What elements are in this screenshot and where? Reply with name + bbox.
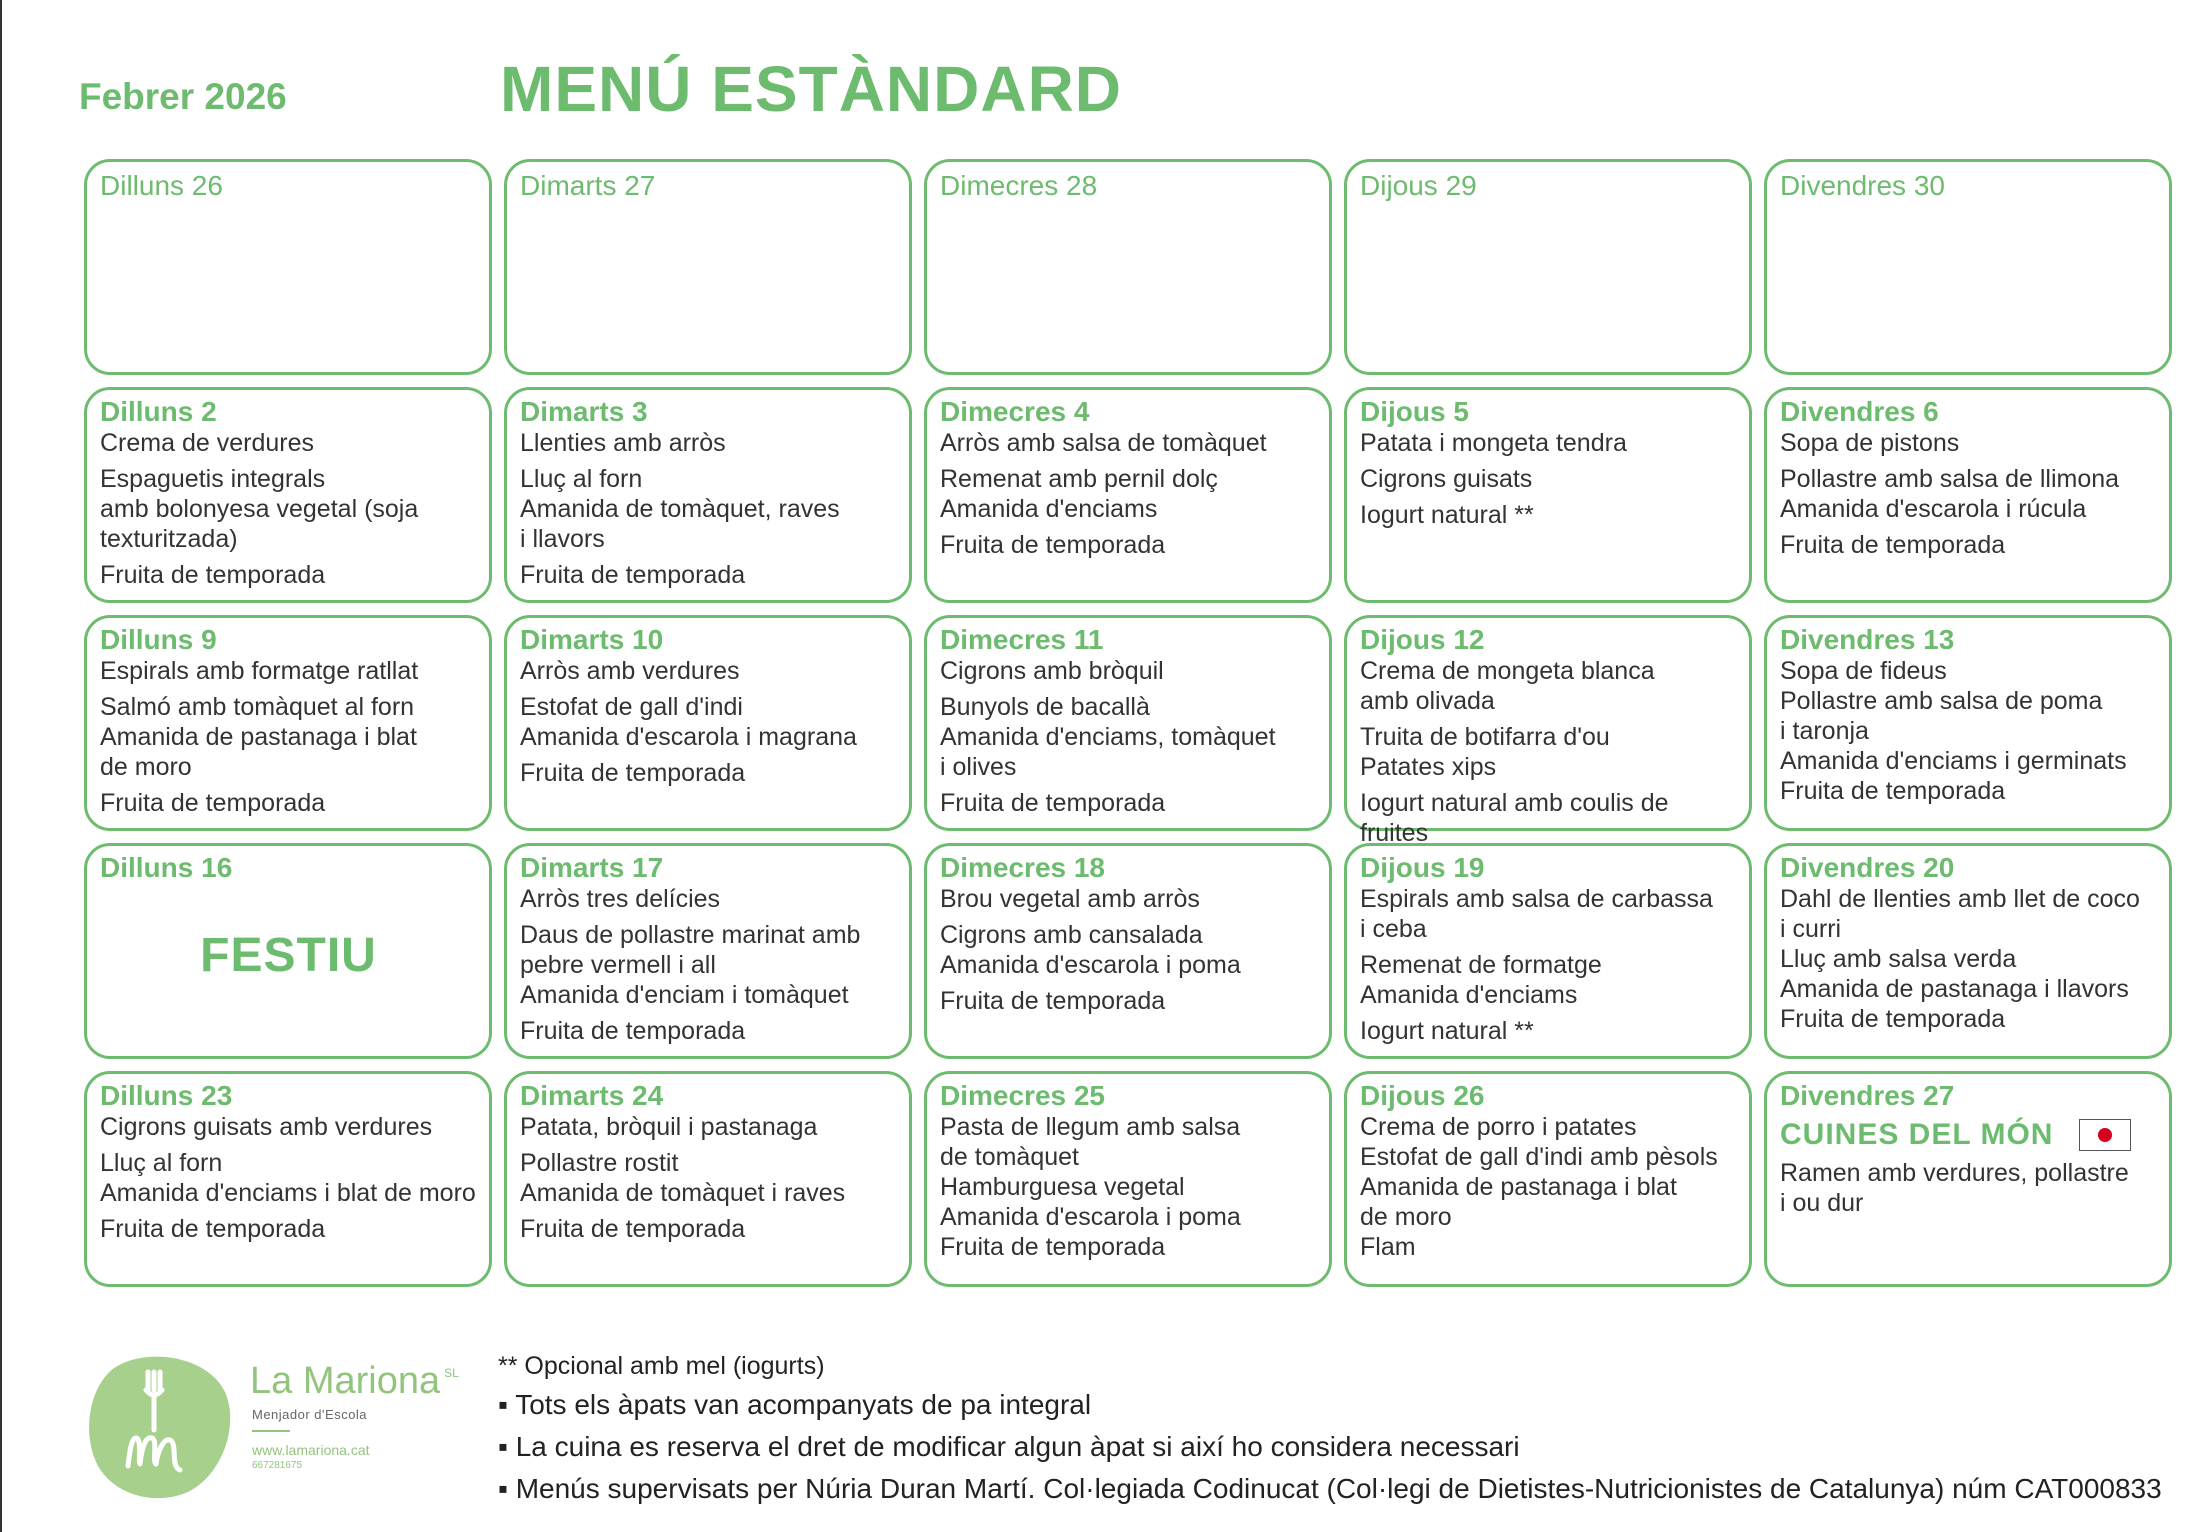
menu-item: Daus de pollastre marinat amb — [520, 921, 861, 949]
menu-item: Crema de mongeta blanca — [1360, 657, 1655, 685]
special-menu-label: CUINES DEL MÓN — [1780, 1118, 2054, 1151]
menu-item: Truita de botifarra d'ou — [1360, 723, 1610, 751]
day-name: Dijous 19 — [1360, 852, 1485, 883]
menu-item: Fruita de temporada — [1780, 777, 2006, 805]
logo-name: La Mariona $^{SL}$ — [250, 1360, 459, 1402]
menu-item: Sopa de fideus — [1780, 657, 1947, 685]
day-cell — [84, 1071, 492, 1287]
menu-item: Cigrons guisats amb verdures — [100, 1113, 433, 1141]
day-cell — [924, 159, 1332, 375]
menu-item: Arròs amb verdures — [520, 657, 740, 685]
day-name: Dilluns 23 — [100, 1080, 233, 1111]
day-cell — [504, 159, 912, 375]
menu-item: Pollastre amb salsa de poma — [1780, 687, 2103, 715]
menu-item: de moro — [1360, 1203, 1452, 1231]
day-cell — [504, 1071, 912, 1287]
menu-item: Fruita de temporada — [520, 1017, 746, 1045]
day-cell — [1764, 615, 2172, 831]
menu-item: Fruita de temporada — [940, 531, 1166, 559]
menu-item: Pollastre rostit — [520, 1149, 679, 1177]
menu-item: Cigrons guisats — [1360, 465, 1533, 493]
day-name: Dimecres 4 — [940, 396, 1090, 427]
note-honey: ** Opcional amb mel (iogurts) — [498, 1352, 825, 1380]
day-name: Dijous 29 — [1360, 170, 1477, 201]
day-name: Dimecres 25 — [940, 1080, 1106, 1111]
menu-item: i olives — [940, 753, 1017, 781]
menu-item: Fruita de temporada — [1780, 1005, 2006, 1033]
menu-item: i llavors — [520, 525, 605, 553]
day-cell — [1764, 1071, 2172, 1287]
logo-subtitle: Menjador d'Escola — [252, 1407, 368, 1422]
day-cell — [84, 843, 492, 1059]
menu-item: Brou vegetal amb arròs — [940, 885, 1200, 913]
day-cell — [504, 843, 912, 1059]
day-cell — [84, 159, 492, 375]
note-bread: ▪ Tots els àpats van acompanyats de pa integral — [498, 1389, 1092, 1420]
day-name: Dimarts 10 — [520, 624, 664, 655]
day-cell — [1344, 843, 1752, 1059]
menu-item: Fruita de temporada — [100, 789, 326, 817]
menu-item: Hamburguesa vegetal — [940, 1173, 1185, 1201]
menu-item: Arròs amb salsa de tomàquet — [940, 429, 1267, 457]
menu-item: Crema de verdures — [100, 429, 314, 457]
menu-item: i ou dur — [1780, 1189, 1864, 1217]
menu-item: de moro — [100, 753, 192, 781]
menu-item: Remenat amb pernil dolç — [940, 465, 1218, 493]
menu-item: i ceba — [1360, 915, 1427, 943]
day-name: Dilluns 9 — [100, 624, 217, 655]
menu-item: Lluç amb salsa verda — [1780, 945, 2017, 973]
menu-item: Amanida d'enciams i germinats — [1780, 747, 2127, 775]
menu-item: Amanida de pastanaga i llavors — [1780, 975, 2129, 1003]
menu-item: Cigrons amb bròquil — [940, 657, 1164, 685]
menu-item: Fruita de temporada — [520, 561, 746, 589]
menu-item: Fruita de temporada — [520, 1215, 746, 1243]
month-label: Febrer 2026 — [79, 76, 287, 117]
menu-item: Ramen amb verdures, pollastre — [1780, 1159, 2129, 1187]
day-name: Dimecres 11 — [940, 624, 1104, 655]
day-name: Dimecres 28 — [940, 170, 1098, 201]
menu-item: amb olivada — [1360, 687, 1495, 715]
menu-item: Fruita de temporada — [940, 789, 1166, 817]
page-title: MENÚ ESTÀNDARD — [500, 53, 1122, 125]
menu-item: Fruita de temporada — [940, 1233, 1166, 1261]
menu-item: de tomàquet — [940, 1143, 1079, 1171]
menu-item: Cigrons amb cansalada — [940, 921, 1203, 949]
menu-item: Fruita de temporada — [100, 561, 326, 589]
menu-item: Amanida de tomàquet i raves — [520, 1179, 846, 1207]
menu-item: Arròs tres delícies — [520, 885, 721, 913]
menu-item: Patates xips — [1360, 753, 1497, 781]
day-cell — [1344, 387, 1752, 603]
notes — [498, 1348, 2162, 1510]
menu-item: Estofat de gall d'indi amb pèsols — [1360, 1143, 1718, 1171]
day-name: Divendres 6 — [1780, 396, 1939, 427]
day-name: Dimarts 24 — [520, 1080, 664, 1111]
menu-item: Amanida d'escarola i poma — [940, 1203, 1241, 1231]
menu-item: Espirals amb formatge ratllat — [100, 657, 419, 685]
la-mariona-logo-icon — [84, 1350, 234, 1500]
menu-item: Patata i mongeta tendra — [1360, 429, 1627, 457]
menu-item: Amanida d'enciams — [1360, 981, 1578, 1009]
day-cell — [924, 1071, 1332, 1287]
menu-item: Fruita de temporada — [100, 1215, 326, 1243]
day-cell — [504, 387, 912, 603]
menu-item: Sopa de pistons — [1780, 429, 1960, 457]
menu-item: Amanida de pastanaga i blat — [1360, 1173, 1677, 1201]
day-cell — [1764, 843, 2172, 1059]
day-cell — [1344, 1071, 1752, 1287]
day-cell — [1764, 159, 2172, 375]
day-name: Divendres 13 — [1780, 624, 1955, 655]
day-name: Dimarts 17 — [520, 852, 664, 883]
menu-item: Espaguetis integrals — [100, 465, 326, 493]
menu-item: Patata, bròquil i pastanaga — [520, 1113, 818, 1141]
menu-item: Iogurt natural ** — [1360, 1017, 1534, 1045]
day-cell — [1344, 159, 1752, 375]
day-cell — [504, 615, 912, 831]
menu-item: i taronja — [1780, 717, 1869, 745]
menu-item: Flam — [1360, 1233, 1416, 1261]
japan-flag-icon — [2079, 1119, 2131, 1151]
menu-item: Crema de porro i patates — [1360, 1113, 1637, 1141]
menu-item: Amanida d'enciams — [940, 495, 1158, 523]
day-cell — [1344, 615, 1752, 847]
day-name: Dilluns 2 — [100, 396, 217, 427]
menu-grid — [84, 159, 2172, 1287]
day-name: Divendres 30 — [1780, 170, 1945, 201]
menu-item: Fruita de temporada — [1780, 531, 2006, 559]
menu-item: Dahl de llenties amb llet de coco — [1780, 885, 2140, 913]
day-cell — [924, 387, 1332, 603]
day-name: Dimecres 18 — [940, 852, 1106, 883]
menu-item: Amanida d'enciam i tomàquet — [520, 981, 849, 1009]
day-name: Dijous 5 — [1360, 396, 1469, 427]
day-name: Dilluns 26 — [100, 170, 223, 201]
day-name: Dimarts 27 — [520, 170, 656, 201]
day-cell — [84, 387, 492, 603]
menu-item: Amanida d'escarola i poma — [940, 951, 1241, 979]
left-border — [0, 0, 2, 1532]
menu-item: amb bolonyesa vegetal (soja — [100, 495, 419, 523]
day-name: Divendres 27 — [1780, 1080, 1955, 1111]
day-name: Dijous 26 — [1360, 1080, 1485, 1111]
logo-website: www.lamariona.cat — [252, 1442, 370, 1458]
menu-item: Fruita de temporada — [940, 987, 1166, 1015]
menu-item: Amanida d'escarola i magrana — [520, 723, 857, 751]
note-supervision: ▪ Menús supervisats per Núria Duran Martí. Col·legiada Codinucat (Col·legi de Dietistes-Nutricionistes de Catalunya) núm CAT000833 — [498, 1473, 2162, 1504]
menu-item: Amanida d'escarola i rúcula — [1780, 495, 2087, 523]
menu-item: Pasta de llegum amb salsa — [940, 1113, 1241, 1141]
day-name: Dilluns 16 — [100, 852, 233, 883]
logo-divider — [252, 1430, 290, 1432]
menu-item: Fruita de temporada — [520, 759, 746, 787]
menu-item: Amanida d'enciams i blat de moro — [100, 1179, 476, 1207]
menu-item: Amanida de pastanaga i blat — [100, 723, 417, 751]
menu-item: Espirals amb salsa de carbassa — [1360, 885, 1713, 913]
menu-item: pebre vermell i all — [520, 951, 716, 979]
menu-item: Iogurt natural amb coulis de fruites — [1360, 789, 1669, 847]
logo-phone: 667281675 — [252, 1460, 303, 1471]
note-modifications: ▪ La cuina es reserva el dret de modificar algun àpat si així ho considera necessari — [498, 1431, 1520, 1462]
menu-item: Amanida de tomàquet, raves — [520, 495, 840, 523]
menu-item: Bunyols de bacallà — [940, 693, 1150, 721]
menu-item: Lluç al forn — [100, 1149, 223, 1177]
menu-item: Lluç al forn — [520, 465, 643, 493]
day-name: Divendres 20 — [1780, 852, 1955, 883]
menu-item: Estofat de gall d'indi — [520, 693, 743, 721]
holiday-label: FESTIU — [200, 929, 377, 982]
day-name: Dimarts 3 — [520, 396, 648, 427]
day-cell — [924, 843, 1332, 1059]
menu-item: Remenat de formatge — [1360, 951, 1602, 979]
menu-item: Amanida d'enciams, tomàquet — [940, 723, 1276, 751]
day-cell — [1764, 387, 2172, 603]
menu-item: Llenties amb arròs — [520, 429, 726, 457]
menu-item: Iogurt natural ** — [1360, 501, 1534, 529]
menu-item: i curri — [1780, 915, 1842, 943]
day-cell — [84, 615, 492, 831]
menu-item: Salmó amb tomàquet al forn — [100, 693, 415, 721]
menu-item: Pollastre amb salsa de llimona — [1780, 465, 2120, 493]
special-menu-header — [1780, 1118, 2157, 1152]
menu-item: texturitzada) — [100, 525, 238, 553]
day-name: Dijous 12 — [1360, 624, 1485, 655]
day-cell — [924, 615, 1332, 831]
